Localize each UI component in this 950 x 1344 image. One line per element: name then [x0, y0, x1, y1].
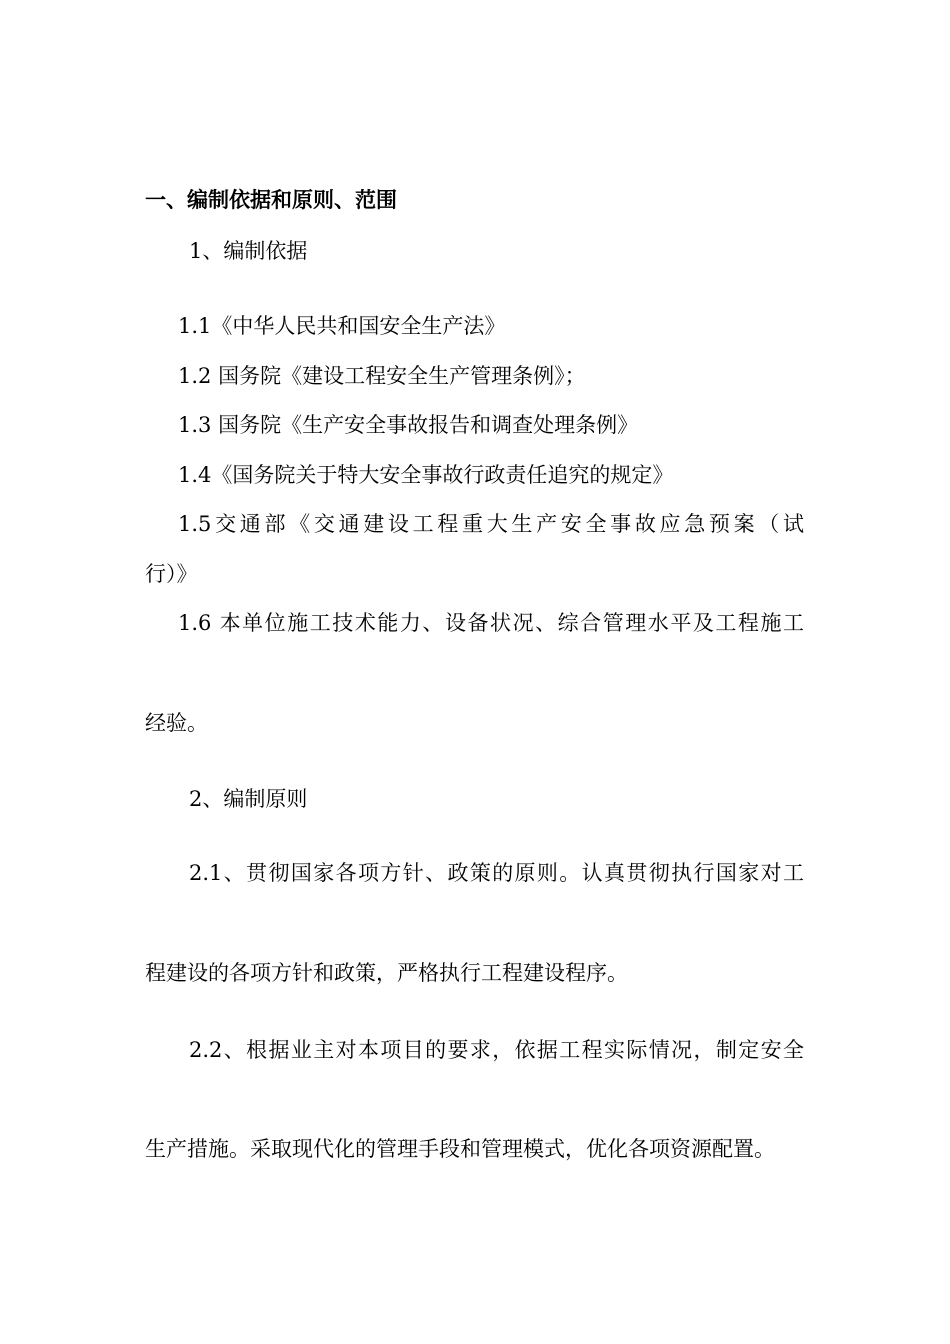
basis-item-1-4: 1.4《国务院关于特大安全事故行政责任追究的规定》 [178, 463, 674, 487]
section-heading: 一、编制依据和原则、范围 [145, 188, 397, 212]
basis-item-1-5-cont: 行）》 [145, 562, 198, 586]
basis-item-1-5: 1.5交通部《交通建设工程重大生产安全事故应急预案（试 [178, 512, 804, 536]
principle-item-2-2: 2.2、根据业主对本项目的要求，依据工程实际情况，制定安全 [189, 1038, 804, 1062]
principle-item-2-1: 2.1、贯彻国家各项方针、政策的原则。认真贯彻执行国家对工 [189, 861, 804, 885]
subsection-title-principles: 2、编制原则 [189, 787, 308, 811]
basis-item-1-6: 1.6 本单位施工技术能力、设备状况、综合管理水平及工程施工 [178, 611, 804, 635]
principle-item-2-2-cont: 生产措施。采取现代化的管理手段和管理模式，优化各项资源配置。 [145, 1137, 775, 1161]
basis-item-1-2: 1.2 国务院《建设工程安全生产管理条例》； [178, 364, 586, 388]
principle-item-2-1-cont: 程建设的各项方针和政策，严格执行工程建设程序。 [145, 961, 628, 985]
basis-item-1-6-cont: 经验。 [145, 711, 208, 735]
subsection-title-basis: 1、编制依据 [189, 239, 308, 263]
basis-item-1-1: 1.1《中华人民共和国安全生产法》 [178, 314, 506, 338]
basis-item-1-3: 1.3 国务院《生产安全事故报告和调查处理条例》 [178, 413, 639, 437]
